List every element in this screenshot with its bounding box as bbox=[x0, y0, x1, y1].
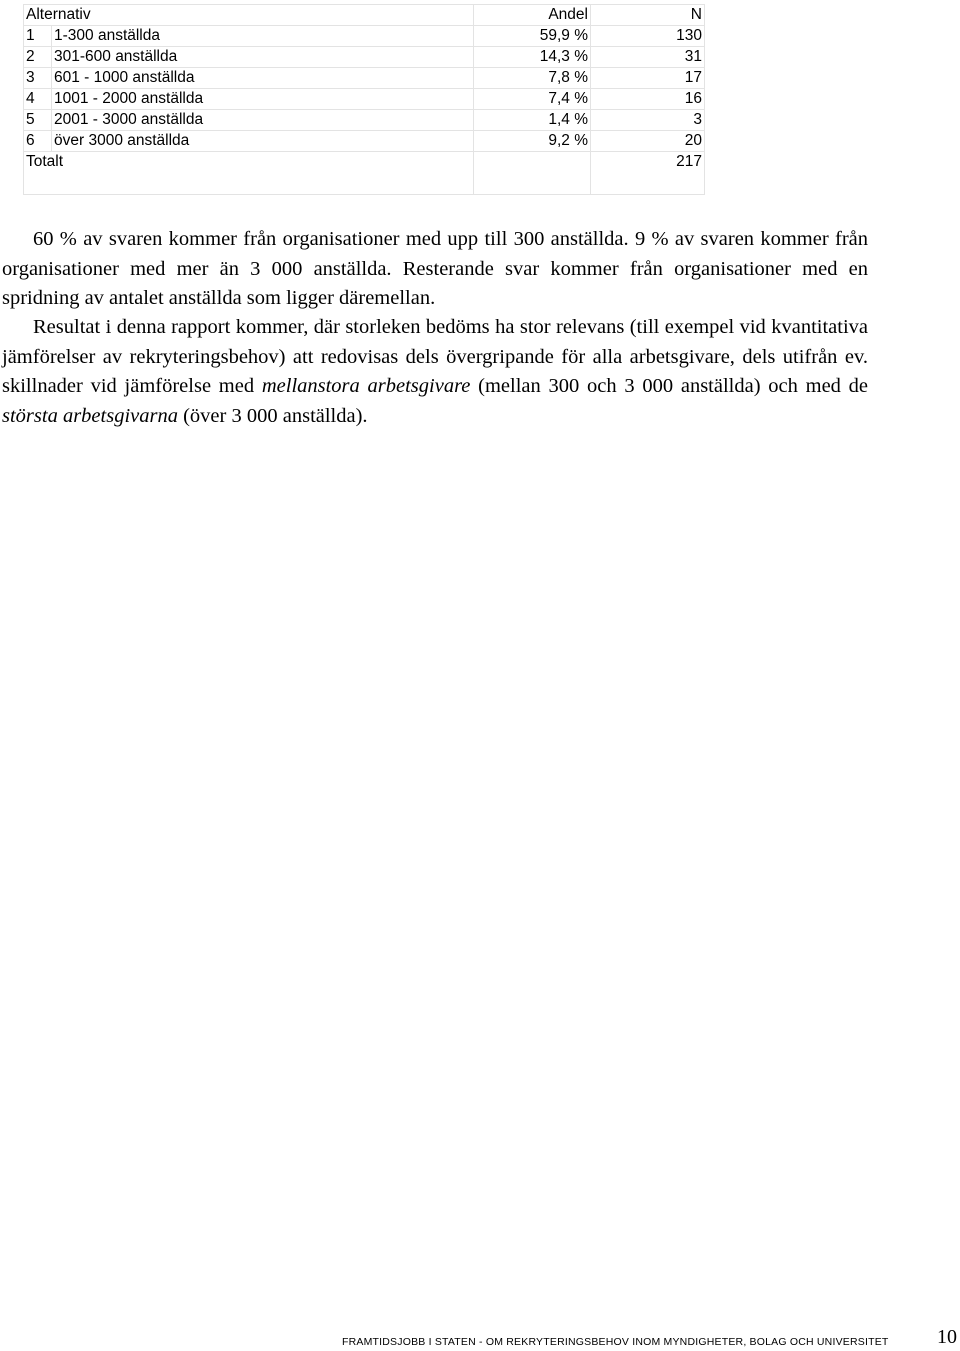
row-id: 6 bbox=[24, 131, 52, 152]
row-n: 31 bbox=[591, 47, 705, 68]
row-share: 59,9 % bbox=[474, 26, 591, 47]
total-share-empty bbox=[474, 152, 591, 195]
row-share: 7,4 % bbox=[474, 89, 591, 110]
row-label: 301-600 anställda bbox=[52, 47, 474, 68]
page-number: 10 bbox=[937, 1326, 957, 1348]
row-n: 20 bbox=[591, 131, 705, 152]
paragraph-text: Resultat i denna rapport kommer, där storleken bedöms ha stor relevans (till exempel vid kvantitativa jämförelser av rekryteringsbehov) att redovisas dels övergripande för alla arbetsgivare, dels utifrån ev. skillnader vid jämförelse med bbox=[2, 316, 868, 397]
paragraph-text: (mellan 300 och 3 000 anställda) och med de bbox=[470, 375, 869, 397]
row-label: över 3000 anställda bbox=[52, 131, 474, 152]
row-label: 1-300 anställda bbox=[52, 26, 474, 47]
row-n: 3 bbox=[591, 110, 705, 131]
table-row bbox=[24, 47, 705, 68]
row-label: 1001 - 2000 anställda bbox=[52, 89, 474, 110]
table-header-row bbox=[24, 5, 705, 26]
header-n: N bbox=[591, 5, 705, 26]
row-share: 9,2 % bbox=[474, 131, 591, 152]
table-total-row bbox=[24, 152, 705, 195]
employee-size-table bbox=[23, 4, 705, 195]
row-id: 2 bbox=[24, 47, 52, 68]
row-share: 1,4 % bbox=[474, 110, 591, 131]
row-share: 7,8 % bbox=[474, 68, 591, 89]
row-n: 17 bbox=[591, 68, 705, 89]
table-row bbox=[24, 68, 705, 89]
row-id: 1 bbox=[24, 26, 52, 47]
paragraph-response-distribution: 60 % av svaren kommer från organisationer med upp till 300 anställda. 9 % av svaren kommer från organisationer med mer än 3 000 anställda. Resterande svar kommer från organisationer med en spridning av antalet anställda som ligger däremellan. bbox=[2, 228, 868, 309]
row-label: 601 - 1000 anställda bbox=[52, 68, 474, 89]
table-row bbox=[24, 89, 705, 110]
emphasis-mid-size-employers: mellanstora arbetsgivare bbox=[261, 375, 471, 397]
table-row bbox=[24, 110, 705, 131]
total-n: 217 bbox=[591, 152, 705, 195]
row-n: 16 bbox=[591, 89, 705, 110]
emphasis-largest-employers: största arbetsgivarna bbox=[2, 404, 178, 427]
running-footer: FRAMTIDSJOBB I STATEN - OM REKRYTERINGSBEHOV INOM MYNDIGHETER, BOLAG OCH UNIVERSITET bbox=[342, 1336, 889, 1348]
paragraph-report-method bbox=[2, 313, 868, 431]
row-label: 2001 - 3000 anställda bbox=[52, 110, 474, 131]
table-row bbox=[24, 26, 705, 47]
paragraph-text: (över 3 000 anställda). bbox=[177, 404, 368, 427]
total-label: Totalt bbox=[24, 152, 474, 195]
header-alternativ: Alternativ bbox=[24, 5, 474, 26]
row-n: 130 bbox=[591, 26, 705, 47]
row-id: 4 bbox=[24, 89, 52, 110]
table-row bbox=[24, 131, 705, 152]
row-id: 3 bbox=[24, 68, 52, 89]
row-id: 5 bbox=[24, 110, 52, 131]
header-andel: Andel bbox=[474, 5, 591, 26]
row-share: 14,3 % bbox=[474, 47, 591, 68]
